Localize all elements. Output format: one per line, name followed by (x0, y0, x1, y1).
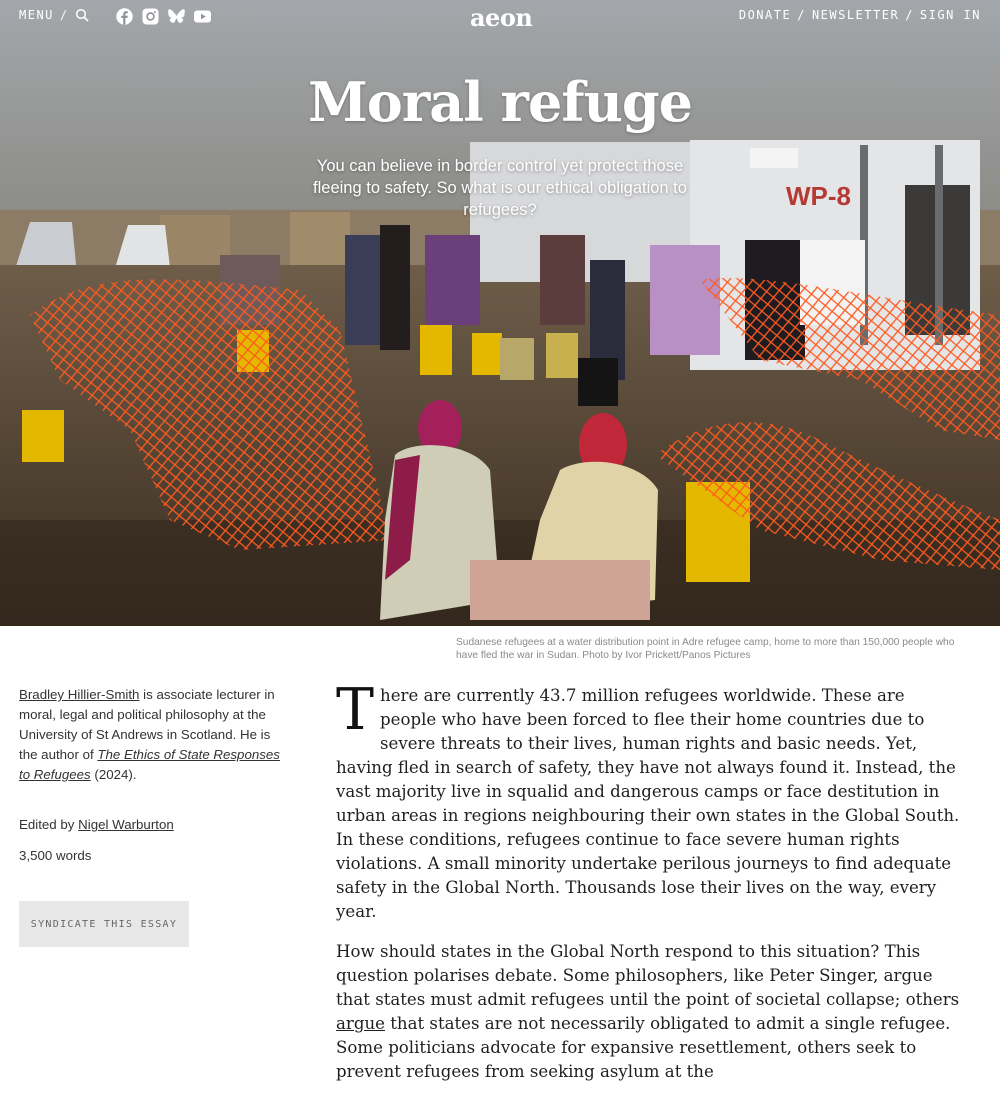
photo-caption: Sudanese refugees at a water distribution point in Adre refugee camp, home to more than 150,000 people who have fled the war in Sudan. Photo by Ivor Prickett/Panos Pictures (456, 637, 955, 661)
argue-link[interactable]: argue (336, 1014, 385, 1033)
paragraph (336, 940, 964, 1084)
author-bio (19, 685, 281, 785)
paragraph-text: How should states in the Global North respond to this situation? This question polarises debate. Some philosophers, like Peter Singer, argue that states must admit refugees until the point of societal collapse; others (336, 942, 960, 1009)
paragraph (336, 677, 964, 924)
editor-link[interactable]: Nigel Warburton (78, 817, 174, 832)
page-title: Moral refuge (308, 70, 692, 134)
book-link[interactable]: The Ethics of State Responses to Refugees (19, 747, 280, 782)
youtube-icon[interactable] (194, 8, 211, 25)
donate-link[interactable]: DONATE (738, 8, 792, 22)
nav-separator: / (59, 8, 69, 22)
paragraph-text: that states are not necessarily obligated to admit a single refugee. Some politicians advocate for expansive resettlement, others seek to prevent refugees from seeking asylum at the (336, 1014, 951, 1081)
aeon-logo[interactable]: aeon (470, 3, 533, 32)
word-count: 3,500 words (19, 848, 92, 863)
menu-button[interactable] (19, 8, 89, 22)
author-link[interactable]: Bradley Hillier-Smith (19, 687, 140, 702)
search-icon[interactable] (75, 8, 89, 22)
tent-sign: WP-8 (786, 181, 851, 211)
account-navigation (739, 8, 981, 22)
author-bio-text: is associate lecturer in moral, legal and political philosophy at the University of St Andrews in Scotland. He is the author of (19, 687, 275, 762)
social-links (116, 8, 211, 25)
editor-credit (19, 817, 174, 832)
paragraph-text: here are currently 43.7 million refugees worldwide. These are people who have been forced to flee their home countries due to severe threats to their lives, human rights and basic needs. Yet, having fled in search of safety, they have not always found it. Instead, the vast majority live in squalid and dangerous camps or face destitution in urban areas in regions neighbouring their own states in the Global South. In these conditions, refugees continue to face severe human rights violations. A small minority undertake perilous journeys to find adequate safety in the Global North. Thousands lose their lives on the way, every year. (336, 686, 960, 921)
edited-by-label: Edited by (19, 817, 75, 832)
sign-in-link[interactable]: SIGN IN (919, 8, 981, 22)
drop-cap: T (336, 677, 375, 743)
book-year: (2024). (90, 767, 137, 782)
bluesky-icon[interactable] (168, 8, 185, 25)
nav-separator: / (905, 8, 914, 22)
article-body (336, 677, 964, 1100)
instagram-icon[interactable] (142, 8, 159, 25)
nav-separator: / (797, 8, 806, 22)
newsletter-link[interactable]: NEWSLETTER (811, 8, 900, 22)
top-navigation (0, 0, 1000, 34)
facebook-icon[interactable] (116, 8, 133, 25)
syndicate-button[interactable]: SYNDICATE THIS ESSAY (19, 901, 189, 947)
standfirst: You can believe in border control yet protect those fleeing to safety. So what is our ethical obligation to refugees? (313, 157, 687, 219)
menu-label[interactable]: MENU (19, 8, 54, 22)
